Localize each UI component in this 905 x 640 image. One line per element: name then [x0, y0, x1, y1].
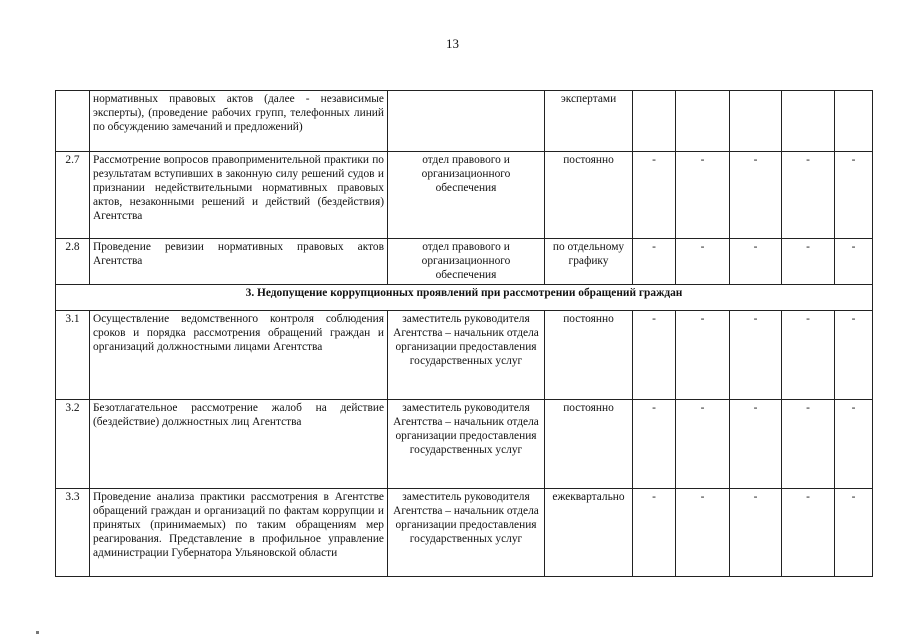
- row-mark: -: [633, 311, 676, 400]
- row-responsible: заместитель руководителя Агентства – начальник отдела организации предоставления государственных услуг: [388, 400, 545, 489]
- row-mark: -: [633, 400, 676, 489]
- row-mark: -: [835, 311, 873, 400]
- table-row: [56, 489, 873, 577]
- row-term: по отдельному графику: [545, 239, 633, 285]
- row-mark: -: [835, 152, 873, 239]
- row-mark: -: [730, 152, 782, 239]
- row-mark: -: [782, 311, 835, 400]
- row-mark: [782, 91, 835, 152]
- row-term: ежеквартально: [545, 489, 633, 577]
- row-description: Осуществление ведомственного контроля соблюдения сроков и порядка рассмотрения обращений граждан и организаций должностными лицами Агентства: [90, 311, 388, 400]
- row-description: Рассмотрение вопросов правоприменительной практики по результатам вступивших в законную силу решений судов и признании недействительными нормативных правовых актов, незаконными решений и действий (бездействия) Агентства: [90, 152, 388, 239]
- row-mark: -: [633, 489, 676, 577]
- row-mark: -: [633, 152, 676, 239]
- row-mark: -: [676, 400, 730, 489]
- page-number: 13: [446, 36, 459, 51]
- action-plan-table: [55, 90, 873, 577]
- row-mark: -: [730, 239, 782, 285]
- scan-speck: [36, 631, 39, 634]
- row-description: Безотлагательное рассмотрение жалоб на действие (бездействие) должностных лиц Агентства: [90, 400, 388, 489]
- row-responsible: отдел правового и организационного обеспечения: [388, 152, 545, 239]
- row-term: постоянно: [545, 400, 633, 489]
- row-mark: [633, 91, 676, 152]
- row-responsible: отдел правового и организационного обеспечения: [388, 239, 545, 285]
- row-mark: -: [676, 239, 730, 285]
- row-mark: -: [730, 489, 782, 577]
- row-mark: -: [676, 311, 730, 400]
- row-number: 3.2: [56, 400, 90, 489]
- row-mark: -: [782, 489, 835, 577]
- row-responsible: [388, 91, 545, 152]
- row-number: 3.3: [56, 489, 90, 577]
- row-mark: -: [730, 311, 782, 400]
- table-row: [56, 311, 873, 400]
- row-mark: -: [782, 152, 835, 239]
- row-number: [56, 91, 90, 152]
- row-term: постоянно: [545, 152, 633, 239]
- table-row: [56, 239, 873, 285]
- row-mark: -: [676, 152, 730, 239]
- table-row: [56, 91, 873, 152]
- row-mark: -: [782, 239, 835, 285]
- row-mark: -: [730, 400, 782, 489]
- table-row: [56, 152, 873, 239]
- row-term: постоянно: [545, 311, 633, 400]
- row-number: 2.8: [56, 239, 90, 285]
- row-mark: [676, 91, 730, 152]
- row-mark: -: [835, 239, 873, 285]
- row-description: нормативных правовых актов (далее - независимые эксперты), (проведение рабочих групп, телефонных линий по обсуждению замечаний и предложений): [90, 91, 388, 152]
- row-description: Проведение анализа практики рассмотрения в Агентстве обращений граждан и организаций по фактам коррупции и принятых (принимаемых) по таким обращениям мер реагирования. Представление в профильное управление администрации Губернатора Ульяновской области: [90, 489, 388, 577]
- row-description: Проведение ревизии нормативных правовых актов Агентства: [90, 239, 388, 285]
- section-title: 3. Недопущение коррупционных проявлений при рассмотрении обращений граждан: [56, 285, 873, 311]
- table-row: [56, 400, 873, 489]
- row-mark: -: [835, 400, 873, 489]
- row-responsible: заместитель руководителя Агентства – начальник отдела организации предоставления государственных услуг: [388, 311, 545, 400]
- row-mark: [730, 91, 782, 152]
- row-term: экспертами: [545, 91, 633, 152]
- row-mark: -: [835, 489, 873, 577]
- row-number: 2.7: [56, 152, 90, 239]
- row-number: 3.1: [56, 311, 90, 400]
- row-mark: -: [782, 400, 835, 489]
- row-responsible: заместитель руководителя Агентства – начальник отдела организации предоставления государственных услуг: [388, 489, 545, 577]
- row-mark: -: [633, 239, 676, 285]
- row-mark: [835, 91, 873, 152]
- row-mark: -: [676, 489, 730, 577]
- section-heading-row: [56, 285, 873, 311]
